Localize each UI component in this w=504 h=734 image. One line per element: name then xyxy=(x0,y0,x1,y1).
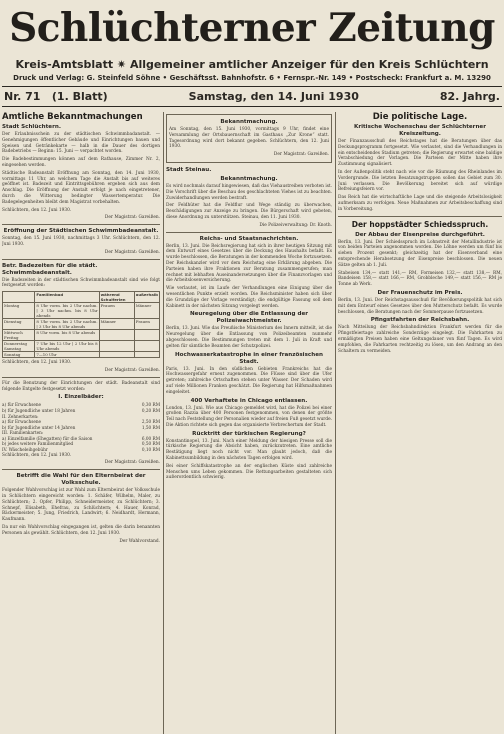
table-cell: Donnerstag Samstag xyxy=(3,341,35,352)
article-text: Am Sonntag, den 15. Juni 1930, vormittags 9 Uhr, findet eine Versammlung der Ortsbauernschaft im Gasthaus „Zur Krone“ statt. Tagesordnung wird dort bekannt gegeben. Schlüchtern, den 12. Juni 1930. xyxy=(169,127,329,150)
table-row xyxy=(3,303,160,319)
table-cell xyxy=(99,341,134,352)
table-cell: 8 Uhr vorm. bis 2 Uhr nachm. | 3 Uhr bis 8 Uhr abends xyxy=(36,319,98,330)
table-cell: Frauen xyxy=(99,303,134,319)
column-rule xyxy=(335,112,336,734)
table-cell: Männer xyxy=(134,303,159,319)
article-text: Die Badebestimmungen können auf dem Rathause, Zimmer Nr. 2, eingesehen werden. xyxy=(2,157,160,168)
article-heading: Stadt Schlüchtern. xyxy=(2,124,61,130)
article-text: Berlin, 13. Juni. Wie das Preußische Ministerium des Innern mitteilt, ist die Neuregelung über die Entlassung von Polizeibeamten nunmehr abgeschlossen. Die Bestimmungen treten mit dem 1. Juli in Kraft und gelten für sämtliche Beamten der Schutzpolizei. xyxy=(166,326,332,349)
column-political-situation xyxy=(338,112,502,734)
table-cell: Dienstag xyxy=(3,319,35,330)
signature: Der Magistrat: Gareißen. xyxy=(104,215,160,221)
table-cell: 7 Uhr bis 12 Uhr | 2 Uhr bis 8 Uhr abends xyxy=(36,341,98,352)
table-cell: Männer xyxy=(99,319,134,330)
article-heading: Reichs- und Staatsnachrichten. xyxy=(199,235,299,242)
article-heading: 400 Verhaftete in Chicago entlassen. xyxy=(190,397,308,404)
section-heading: Amtliche Bekanntmachungen xyxy=(2,112,143,122)
dateline xyxy=(2,86,502,107)
table-header-row xyxy=(3,292,160,303)
article-heading: Bekanntmachung. xyxy=(220,175,278,182)
article-text: Der Finanzausschuß des Reichstages hat die Beratungen über das Deckungsprogramm fortgesetzt. Wie verlautet, sind die Verhandlungen in ein entscheidendes Stadium getreten; die Regierung erwartet eine baldige Verabschiedung der Vorlagen. Die Parteien der Mitte haben ihre Zustimmung signalisiert. xyxy=(338,139,502,168)
table-cell xyxy=(134,352,159,358)
table-cell: Sonntag xyxy=(3,352,35,358)
article-subheading: Kritische Wochenschau der Schlüchterner Kreiszeitung. xyxy=(354,124,486,137)
article-text: Schlüchtern, den 12. Juni 1930. xyxy=(2,207,72,213)
price-heading: I. Einzelbäder: xyxy=(58,394,104,401)
price-value: 1,50 RM xyxy=(141,424,160,430)
article-text: Konstantinopel, 13. Juni. Nach einer Meldung der hiesigen Presse soll die türkische Regierung die Absicht haben, zurückzutreten. Eine amtliche Bestätigung liegt noch nicht vor. Man glaubt jedoch, daß die Kabinettsumbildung in den nächsten Tagen erfolgen wird. xyxy=(166,438,332,462)
signature: Der Wahlvorstand. xyxy=(119,538,160,544)
article-text: Da nur ein Wahlvorschlag eingegangen ist, gelten die darin benannten Personen als gewählt. Schlüchtern, den 12. Juni 1930. xyxy=(2,525,160,536)
separator xyxy=(2,469,160,470)
section-heading: Stadt Steinau. xyxy=(166,166,212,173)
section-heading: Die politische Lage. xyxy=(372,112,468,122)
table-row xyxy=(3,352,160,358)
price-value: 0,20 RM xyxy=(141,407,160,413)
table-cell xyxy=(99,352,134,358)
separator xyxy=(2,224,160,225)
bathing-schedule-table xyxy=(2,291,160,358)
article-text: In der Außenpolitik steht nach wie vor die Räumung des Rheinlandes im Vordergrunde. Die letzten Besatzungstruppen sollen das Gebiet zum 30. Juni verlassen. Die Bevölkerung bereitet sich auf würdige Befreiungsfeiern vor. xyxy=(338,169,502,193)
article-heading: Hochwasserkatastrophe in einer französischen Stadt. xyxy=(175,351,323,365)
article-heading: Der Frauenschutz im Preis. xyxy=(377,289,463,296)
price-label: IV. Wäscheleihgebühr xyxy=(2,447,48,453)
sheet-number: (1. Blatt) xyxy=(51,90,108,103)
price-list xyxy=(2,402,160,452)
table-cell xyxy=(99,330,134,341)
article-text: Berlin, 13. Juni. Der Schiedsspruch im Lohnstreit der Metallindustrie ist von beiden Parteien angenommen worden. Die Löhne werden um fünf bis sieben Prozent gesenkt; gleichzeitig hat der Eisenverband eine entsprechende Herabsetzung der Eisenpreise beschlossen. Die neuen Sätze gelten ab 1. Juli. xyxy=(338,239,502,268)
separator xyxy=(166,232,332,233)
separator xyxy=(2,259,160,260)
article-text: Stabeisen 134,— statt 141,— RM, Formeisen 132,— statt 138,— RM, Bandeisen 158,— statt 166,— RM, Grobbleche 149,— statt 156,— RM je Tonne ab Werk. xyxy=(338,270,502,288)
article-text: Bei einer Schiffskatastrophe an der englischen Küste sind zahlreiche Menschen ums Leben gekommen. Die Rettungsarbeiten gestalteten sich außerordentlich schwierig. xyxy=(166,463,332,481)
price-value: 0,10 RM xyxy=(141,447,160,453)
signature: Der Magistrat: Gareißen. xyxy=(104,249,160,255)
signature: Der Magistrat: Gareißen. xyxy=(273,152,329,158)
column-notices-news xyxy=(166,112,332,734)
article-text: Paris, 13. Juni. In den südlichen Gebieten Frankreichs hat die Hochwassergefahr erneut zugenommen. Die Flüsse sind über die Ufer getreten; zahlreiche Ortschaften stehen unter Wasser. Der Schaden wird auf viele Millionen Franken geschätzt. Die Regierung hat Hilfsmaßnahmen eingeleitet. xyxy=(166,366,332,395)
price-label: a) für Erwachsene xyxy=(2,402,42,408)
article-heading: Pfingstfahrten der Reichsbahn. xyxy=(370,317,470,324)
price-value: 6,00 RM xyxy=(141,435,160,441)
table-cell: 7—10 Uhr xyxy=(35,352,99,358)
separator xyxy=(2,377,160,378)
table-row xyxy=(3,341,160,352)
article-text: Für die Benutzung der Einrichtungen der städt. Badeanstalt sind folgende Entgelte festgesetzt worden: xyxy=(2,380,160,392)
table-cell: 8 Uhr vorm. bis 8 Uhr abends xyxy=(35,330,99,341)
table-cell: Montag xyxy=(3,303,35,319)
article-text: Nach Mitteilung der Reichsbahndirektion Frankfurt werden für die Pfingstfeiertage zahlreiche Sonderzüge eingelegt. Die Fahrkarten zu ermäßigten Preisen haben eine Geltungsdauer von fünf Tagen. Es wird empfohlen, die Fahrkarten rechtzeitig zu lösen, um den Andrang an den Schaltern zu vermeiden. xyxy=(338,325,502,354)
issue-date: Samstag, den 14. Juni 1930 xyxy=(188,90,359,103)
table-cell: 8 Uhr vorm. bis 2 Uhr nachm. | 3 Uhr nachm. bis 8 Uhr abends xyxy=(36,303,98,319)
issue-number: Nr. 71 (1. Blatt) xyxy=(4,90,108,103)
table-cell: Mittwoch Freitag xyxy=(3,330,35,341)
notice-box xyxy=(166,114,332,163)
masthead-imprint: Druck und Verlag: G. Steinfeld Söhne • Geschäftsst. Bahnhofstr. 6 • Fernspr.-Nr. 149 • Postscheck: Frankfurt a. M. 13290 xyxy=(13,74,491,82)
article-text: Folgender Wahlvorschlag ist zur Wahl zum Elternbeirat der Volksschule in Schlüchtern eingereicht worden: 1. Schäfer, Wilhelm, Maler, zu Schlüchtern; 2. Opfer, Philipp, Schneidermeister, zu Schlüchtern; 3. Schnepf, Elisabeth, Ehefrau, zu Schlüchtern; 4. Hauer, Konrad, Bäckermeister; 5. Jung, Friedrich, Landwirt; 6. Neidhardt, Hermann, Kaufmann. xyxy=(2,488,160,523)
article-text: Schlüchtern, den 12. Juni 1930. xyxy=(2,452,72,458)
article-text: Schlüchtern, den 12. Juni 1930. xyxy=(2,360,72,366)
article-text: Der Erlaubnisschein zu der städtischen Schwimmbadanstalt. — Genehmigungen öffentlicher Gebäude und Einrichtungen bauen und Speisen und Getränkekarte — halb in die Dauer des dortigen Badebetriebs — Beginn: 15. Juni — verpachtet worden. xyxy=(2,132,160,155)
price-label: a) für Erwachsene xyxy=(2,419,42,425)
column-official-notices xyxy=(2,112,160,734)
article-heading: Neuregelung über die Entlassung der Polizeiwachtmeister. xyxy=(189,311,309,325)
price-label: III. Familienkarten: xyxy=(2,430,44,436)
volume-year: 82. Jahrg. xyxy=(439,90,500,103)
masthead-title: Schlüchterner Zeitung xyxy=(9,5,495,51)
signature: Der Magistrat: Gareißen. xyxy=(104,460,160,466)
price-value: 2,50 RM xyxy=(141,419,160,425)
article-text: Städtische Badeanstalt Eröffnung am Sonntag, den 14. Juni 1930, vormittags 11 Uhr, an welchem Tage die Anstalt bis auf weiteres geöffnet ist. Badezeit und Eintrittsgebühren ergeben sich aus dem Anschlag. Die Eröffnung der Anstalt erfolgt je nach eingetretener, durch die Witterung bedingter Wassertemperatur. Die Badegelegenheiten bleibt dem Magistrat vorbehalten. xyxy=(2,170,160,205)
separator xyxy=(338,216,502,217)
price-value: 0,30 RM xyxy=(141,402,160,408)
article-heading: Bekanntmachung. xyxy=(220,119,278,125)
article-text: Sonntag, den 15. Juni 1930, nachmittags 3 Uhr. Schlüchtern, den 12. Juni 1930. xyxy=(2,236,160,247)
article-text: Wie verlautet, ist im Laufe der Verhandlungen eine Einigung über die wesentlichen Punkte erzielt worden. Die Reichsminister haben sich über die Grundzüge der Vorlage verständigt; die endgültige Fassung soll dem Kabinett in der nächsten Sitzung vorgelegt werden. xyxy=(166,286,332,309)
column-rule xyxy=(163,112,164,734)
price-value: 0,50 RM xyxy=(141,441,160,447)
article-heading: Betrifft die Wahl für den Elternbeirat der Volksschule. xyxy=(16,473,146,487)
article-text: Das Reich hat die wirtschaftliche Lage und die steigende Arbeitslosigkeit aufmerksam zu verfolgen. Neue Maßnahmen zur Arbeitsbeschaffung sind in Vorbereitung. xyxy=(338,195,502,212)
article-text: Es wird nochmals darauf hingewiesen, daß das Viehaustreiben verboten ist. Die Vorschrift über die Beschau des geschlachteten Viehes ist zu beachten. Zuwiderhandlungen werden bestraft. xyxy=(166,183,332,201)
price-label: b) für Jugendliche unter 14 Jahren xyxy=(2,424,76,430)
table-row xyxy=(3,319,160,330)
article-text: Die Badezeiten in der städtischen Schwimmbadeanstalt sind wie folgt festgesetzt worden: xyxy=(2,277,160,289)
table-header xyxy=(3,292,35,303)
price-label: b) für Jugendliche unter 18 Jahren xyxy=(2,407,76,413)
price-label: b) jedes weitere Familienmitglied xyxy=(2,441,74,447)
article-text: Der Feldhüter hat die Feldflur und Wege ständig zu überwachen, Beschädigungen zur Anzeige zu bringen. Die Bürgerschaft wird gebeten, diese Anordnung zu unterstützen. Steinau, den 11. Juni 1930. xyxy=(166,203,332,220)
masthead-tagline: Kreis-Amtsblatt ✷ Allgemeiner amtlicher Anzeiger für den Kreis Schlüchtern xyxy=(15,58,489,71)
article-text: London, 13. Juni. Wie aus Chicago gemeldet wird, hat die Polizei bei einer großen Razzia über 400 Personen festgenommen, von denen der größte Teil nach Feststellung der Personalien wieder auf freien Fuß gesetzt wurde. Die Aktion richtete sich gegen das organisierte Verbrechertum der Stadt. xyxy=(166,405,332,428)
table-header: außerhalb xyxy=(134,292,159,303)
table-cell: Frauen xyxy=(134,319,159,330)
article-heading: Eröffnung der Städtischen Schwimmbadeanstalt. xyxy=(3,228,159,235)
signature: Der Magistrat: Gareißen. xyxy=(104,367,160,373)
table-cell xyxy=(134,341,159,352)
price-label: a) Einzelfamilie (Ehegatten) für die Saison xyxy=(2,435,93,441)
article-subheading: Der Abbau der Eisenpreise durchgeführt. xyxy=(355,231,485,238)
article-heading: Der hoppstädter Schiedsspruch. xyxy=(351,219,489,229)
table-header: Familienbad xyxy=(35,292,99,303)
article-text: Berlin, 13. Juni. Der Reichstagsausschuß für Bevölkerungspolitik hat sich mit dem Entwurf eines Gesetzes über den Mutterschutz befaßt. Es wurde beschlossen, die Beratungen nach der Sommerpause fortzusetzen. xyxy=(338,297,502,315)
article-heading: Rücktritt der türkischen Regierung? xyxy=(192,430,306,437)
signature: Die Polizeiverwaltung: Dr. Knoth. xyxy=(259,222,332,228)
table-row xyxy=(3,330,160,341)
article-text: Berlin, 13. Juni. Die Reichsregierung hat sich in ihrer heutigen Sitzung mit dem Entwurf eines Gesetzes über die Deckung des Haushalts befaßt. Es wurde beschlossen, die Beratungen in der kommenden Woche fortzusetzen. Der Reichskanzler wird vor dem Reichstag eine Erklärung abgeben. Die Parteien haben ihre Fraktionen zur Beratung zusammengerufen; man rechnet mit lebhaften Auseinandersetzungen über die Finanzvorlagen und die Arbeitslosenversicherung. xyxy=(166,243,332,284)
table-header: während Schulferien xyxy=(99,292,134,303)
price-label: II. Zehnerkarten: xyxy=(2,413,39,419)
table-cell xyxy=(134,330,159,341)
article-heading: Betr. Badezeiten für die städt. Schwimmbadeanstalt. xyxy=(2,262,98,276)
